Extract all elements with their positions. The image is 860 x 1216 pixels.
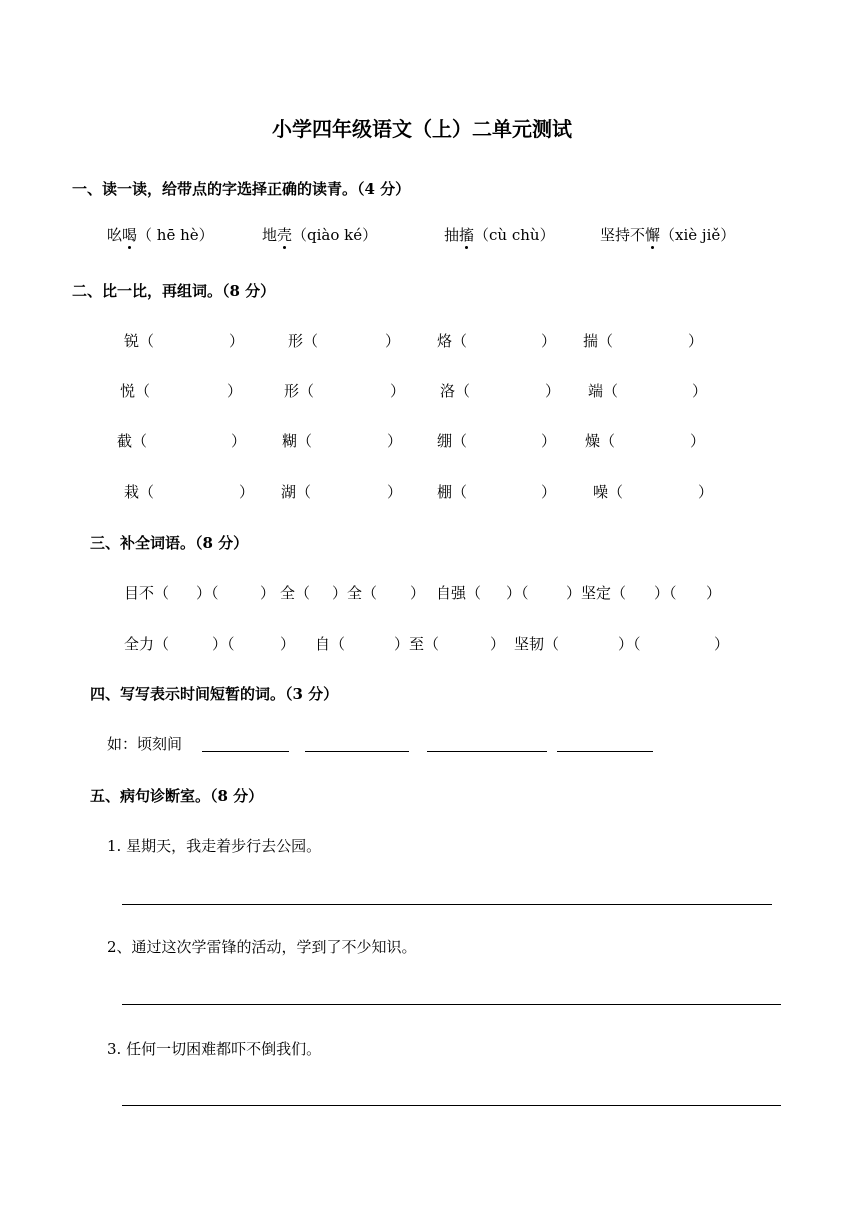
close-paren: ） xyxy=(690,432,706,450)
compare-cell: 形（ xyxy=(284,382,315,400)
question-1: 1. 星期天，我走着步行去公园。 xyxy=(107,837,322,855)
section-1-heading: 一、读一读，给带点的字选择正确的读青。（4 分） xyxy=(72,180,411,198)
answer-line[interactable] xyxy=(122,1004,781,1005)
compare-cell: 棚（ xyxy=(437,483,468,501)
fill-word-part: ） xyxy=(706,584,722,602)
compare-cell: 绷（ xyxy=(437,432,468,450)
page-title: 小学四年级语文（上）二单元测试 xyxy=(272,117,572,141)
pinyin-options: （ hē hè） xyxy=(137,226,214,244)
fill-word-part: ）（ xyxy=(654,584,677,602)
fill-word-part: ）至（ xyxy=(394,635,440,653)
item-text: 吆 xyxy=(107,226,123,244)
compare-cell: 截（ xyxy=(117,432,148,450)
answer-line[interactable] xyxy=(122,904,772,905)
item-text: 抽 xyxy=(444,226,460,244)
answer-blank[interactable] xyxy=(305,751,409,752)
compare-cell: 糊（ xyxy=(282,432,313,450)
fill-word-part: ）（ xyxy=(506,584,529,602)
pinyin-options: （xiè jiě） xyxy=(660,226,736,244)
compare-cell: 端（ xyxy=(588,382,619,400)
close-paren: ） xyxy=(229,332,245,350)
close-paren: ） xyxy=(688,332,704,350)
compare-cell: 洛（ xyxy=(440,382,471,400)
compare-cell: 湖（ xyxy=(281,483,312,501)
emphasis-dot-icon xyxy=(651,246,654,249)
compare-cell: 揣（ xyxy=(583,332,614,350)
item-text: 坚持不 xyxy=(600,226,646,244)
answer-blank[interactable] xyxy=(557,751,653,752)
pinyin-item-4 xyxy=(600,225,735,245)
compare-cell: 栽（ xyxy=(124,483,155,501)
fill-word-part: 目不（ xyxy=(124,584,170,602)
close-paren: ） xyxy=(692,382,708,400)
dotted-char: 壳 xyxy=(277,226,293,244)
fill-word-part: ） xyxy=(280,635,296,653)
question-3: 3. 任何一切困难都吓不倒我们。 xyxy=(107,1040,322,1058)
close-paren: ） xyxy=(231,432,247,450)
fill-word-part: ）（ xyxy=(212,635,235,653)
emphasis-dot-icon xyxy=(128,246,131,249)
fill-word-part: ）全（ xyxy=(332,584,378,602)
dotted-char: 搐 xyxy=(459,226,475,244)
close-paren: ） xyxy=(385,332,401,350)
fill-word-part: 全力（ xyxy=(124,635,170,653)
fill-word-part: ） xyxy=(260,584,276,602)
close-paren: ） xyxy=(387,483,403,501)
section-5-heading: 五、病句诊断室。（8 分） xyxy=(90,787,264,805)
close-paren: ） xyxy=(227,382,243,400)
fill-word-part: 全（ xyxy=(280,584,311,602)
dotted-char: 喝 xyxy=(122,226,138,244)
compare-cell: 烙（ xyxy=(437,332,468,350)
close-paren: ） xyxy=(541,432,557,450)
fill-word-part: 坚韧（ xyxy=(514,635,560,653)
close-paren: ） xyxy=(239,483,255,501)
example-word: 如：顷刻间 xyxy=(107,735,183,753)
fill-word-part: ） xyxy=(410,584,426,602)
pinyin-options: （qiào ké） xyxy=(292,226,378,244)
answer-blank[interactable] xyxy=(427,751,547,752)
close-paren: ） xyxy=(541,332,557,350)
question-2: 2、通过这次学雷锋的活动，学到了不少知识。 xyxy=(107,938,417,956)
emphasis-dot-icon xyxy=(283,246,286,249)
pinyin-item-1 xyxy=(107,225,214,245)
pinyin-options: （cù chù） xyxy=(474,226,555,244)
answer-blank[interactable] xyxy=(202,751,289,752)
answer-line[interactable] xyxy=(122,1105,781,1106)
fill-word-part: ）（ xyxy=(196,584,219,602)
emphasis-dot-icon xyxy=(465,246,468,249)
close-paren: ） xyxy=(387,432,403,450)
pinyin-item-3 xyxy=(444,225,555,245)
fill-word-part: ）坚定（ xyxy=(566,584,627,602)
pinyin-item-2 xyxy=(262,225,377,245)
section-2-heading: 二、比一比，再组词。（8 分） xyxy=(72,282,276,300)
dotted-char: 懈 xyxy=(645,226,661,244)
fill-word-part: ） xyxy=(490,635,506,653)
item-text: 地 xyxy=(262,226,278,244)
compare-cell: 形（ xyxy=(288,332,319,350)
fill-word-part: ） xyxy=(714,635,730,653)
compare-cell: 噪（ xyxy=(593,483,624,501)
fill-word-part: 自（ xyxy=(315,635,346,653)
close-paren: ） xyxy=(541,483,557,501)
close-paren: ） xyxy=(390,382,406,400)
section-4-heading: 四、写写表示时间短暂的词。（3 分） xyxy=(90,685,339,703)
fill-word-part: ）（ xyxy=(618,635,641,653)
close-paren: ） xyxy=(698,483,714,501)
close-paren: ） xyxy=(545,382,561,400)
fill-word-part: 自强（ xyxy=(436,584,482,602)
compare-cell: 燥（ xyxy=(585,432,616,450)
section-3-heading: 三、补全词语。（8 分） xyxy=(90,534,249,552)
compare-cell: 锐（ xyxy=(124,332,155,350)
compare-cell: 悦（ xyxy=(120,382,151,400)
